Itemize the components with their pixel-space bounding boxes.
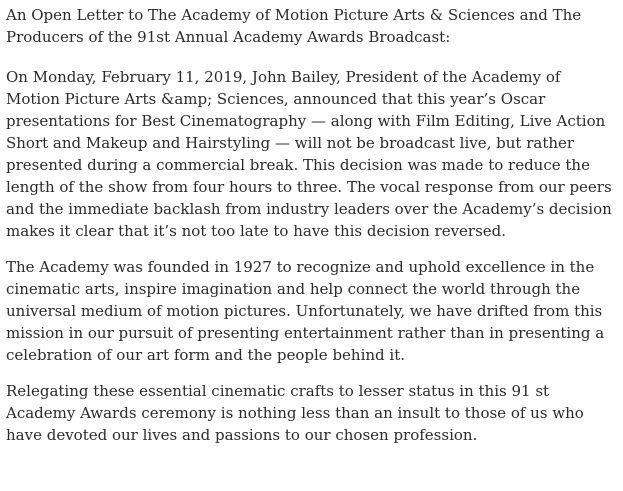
open-letter [6,4,616,460]
letter-paragraph-1: On Monday, February 11, 2019, John Bailey, President of the Academy of Motion Picture Arts &amp; Sciences, announced that this year’s Oscar presentations for Best Cinematography — along with Film Editing, Live Action Short and Makeup and Hairstyling — will not be broadcast live, but rather presented during a commercial break. This decision was made to reduce the length of the show from four hours to three. The vocal response from our peers and the immediate backlash from industry leaders over the Academy’s decision makes it clear that it’s not too late to have this decision reversed. [6,68,612,240]
letter-paragraph-2: The Academy was founded in 1927 to recognize and uphold excellence in the cinematic arts, inspire imagination and help connect the world through the universal medium of motion pictures. Unfortunately, we have drifted from this mission in our pursuit of presenting entertainment rather than in presenting a celebration of our art form and the people behind it. [6,258,605,364]
letter-paragraph-3: Relegating these essential cinematic crafts to lesser status in this 91 st Academy Awards ceremony is nothing less than an insult to those of us who have devoted our lives and passions to our chosen profession. [6,382,584,444]
letter-heading: An Open Letter to The Academy of Motion Picture Arts & Sciences and The Producers of the 91st Annual Academy Awards Broadcast: [6,6,582,46]
